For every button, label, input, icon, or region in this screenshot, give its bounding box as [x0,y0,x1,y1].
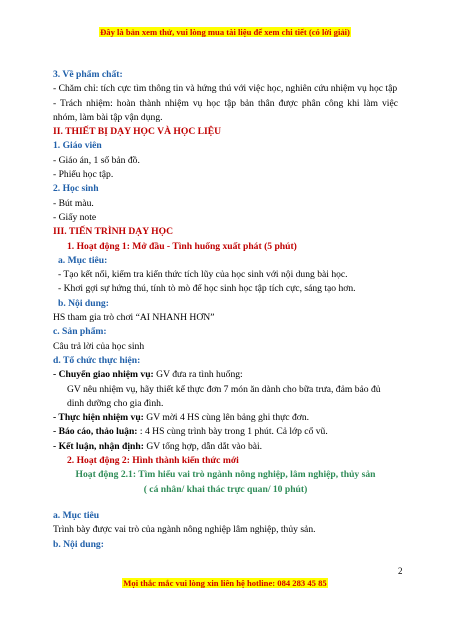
subsection-heading: c. Sản phẩm: [53,326,107,338]
hotline-banner: Mọi thắc mắc vui lòng xin liên hệ hotline: 084 283 45 85 [123,578,327,588]
paragraph: - Chuyển giao nhiệm vụ: GV đưa ra tình huống: [53,369,243,381]
activity-heading: 2. Hoạt động 2: Hình thành kiến thức mới [67,455,239,467]
list-item: - Tạo kết nối, kiểm tra kiến thức tích lũy của học sinh với nội dung bài học. [58,269,348,281]
page-number: 2 [398,566,403,576]
subsection-heading: b. Nội dung: [58,297,109,309]
list-item: - Giấy note [53,211,97,223]
list-item: - Phiếu học tập. [53,169,114,181]
subsection-heading: 1. Giáo viên [53,140,102,152]
subsection-heading: a. Mục tiêu: [58,254,108,266]
list-item: - Khơi gợi sự hứng thú, tính tò mò để học sinh học tập tích cực, sáng tạo hơn. [58,283,356,295]
activity-subheading: Hoạt động 2.1: Tìm hiểu vai trò ngành nông nghiệp, lâm nghiệp, thủy sản [75,469,376,481]
paragraph: HS tham gia trò chơi “AI NHANH HƠN” [53,312,215,324]
subsection-heading: b. Nội dung: [53,538,104,550]
section-heading: 3. Về phẩm chất: [53,69,123,80]
activity-subheading: ( cá nhân/ khai thác trực quan/ 10 phút) [143,483,308,495]
paragraph: GV nêu nhiệm vụ, hãy thiết kế thực đơn 7 món ăn dành cho bữa trưa, đảm bảo đủ dinh dưỡng cho gia đình. [67,383,381,409]
paragraph: - Trách nhiệm: hoàn thành nhiệm vụ học tập bản thân được phân công khi làm việc nhóm, làm bài tập vận dụng. [53,97,398,123]
list-item: - Giáo án, 1 số bản đồ. [53,154,140,166]
paragraph: Câu trả lời của học sinh [53,340,145,352]
section-heading: III. TIẾN TRÌNH DẠY HỌC [53,226,174,238]
paragraph: - Chăm chỉ: tích cực tìm thông tin và hứng thú với việc học, nghiên cứu nhiệm vụ học tập [53,83,398,95]
list-item: - Bút màu. [53,197,94,209]
subsection-heading: d. Tổ chức thực hiện: [53,354,141,366]
activity-heading: 1. Hoạt động 1: Mở đầu - Tình huống xuất phát (5 phút) [67,240,297,252]
document-body [53,68,398,552]
preview-notice-banner: Đây là bản xem thử, vui lòng mua tài liệu để xem chi tiết (có lời giải) [100,27,350,37]
section-heading: II. THIẾT BỊ DẠY HỌC VÀ HỌC LIỆU [53,126,222,138]
subsection-heading: 2. Học sinh [53,183,99,195]
paragraph: Trình bày được vai trò của ngành nông nghiệp lâm nghiệp, thủy sản. [53,524,316,536]
paragraph: - Báo cáo, thảo luận: : 4 HS cùng trình bày trong 1 phút. Cả lớp cổ vũ. [53,426,328,438]
subsection-heading: a. Mục tiêu [53,509,100,521]
paragraph: - Kết luận, nhận định: GV tổng hợp, dẫn dắt vào bài. [53,440,263,452]
paragraph: - Thực hiện nhiệm vụ: GV mời 4 HS cùng lên bảng ghi thực đơn. [53,412,310,424]
